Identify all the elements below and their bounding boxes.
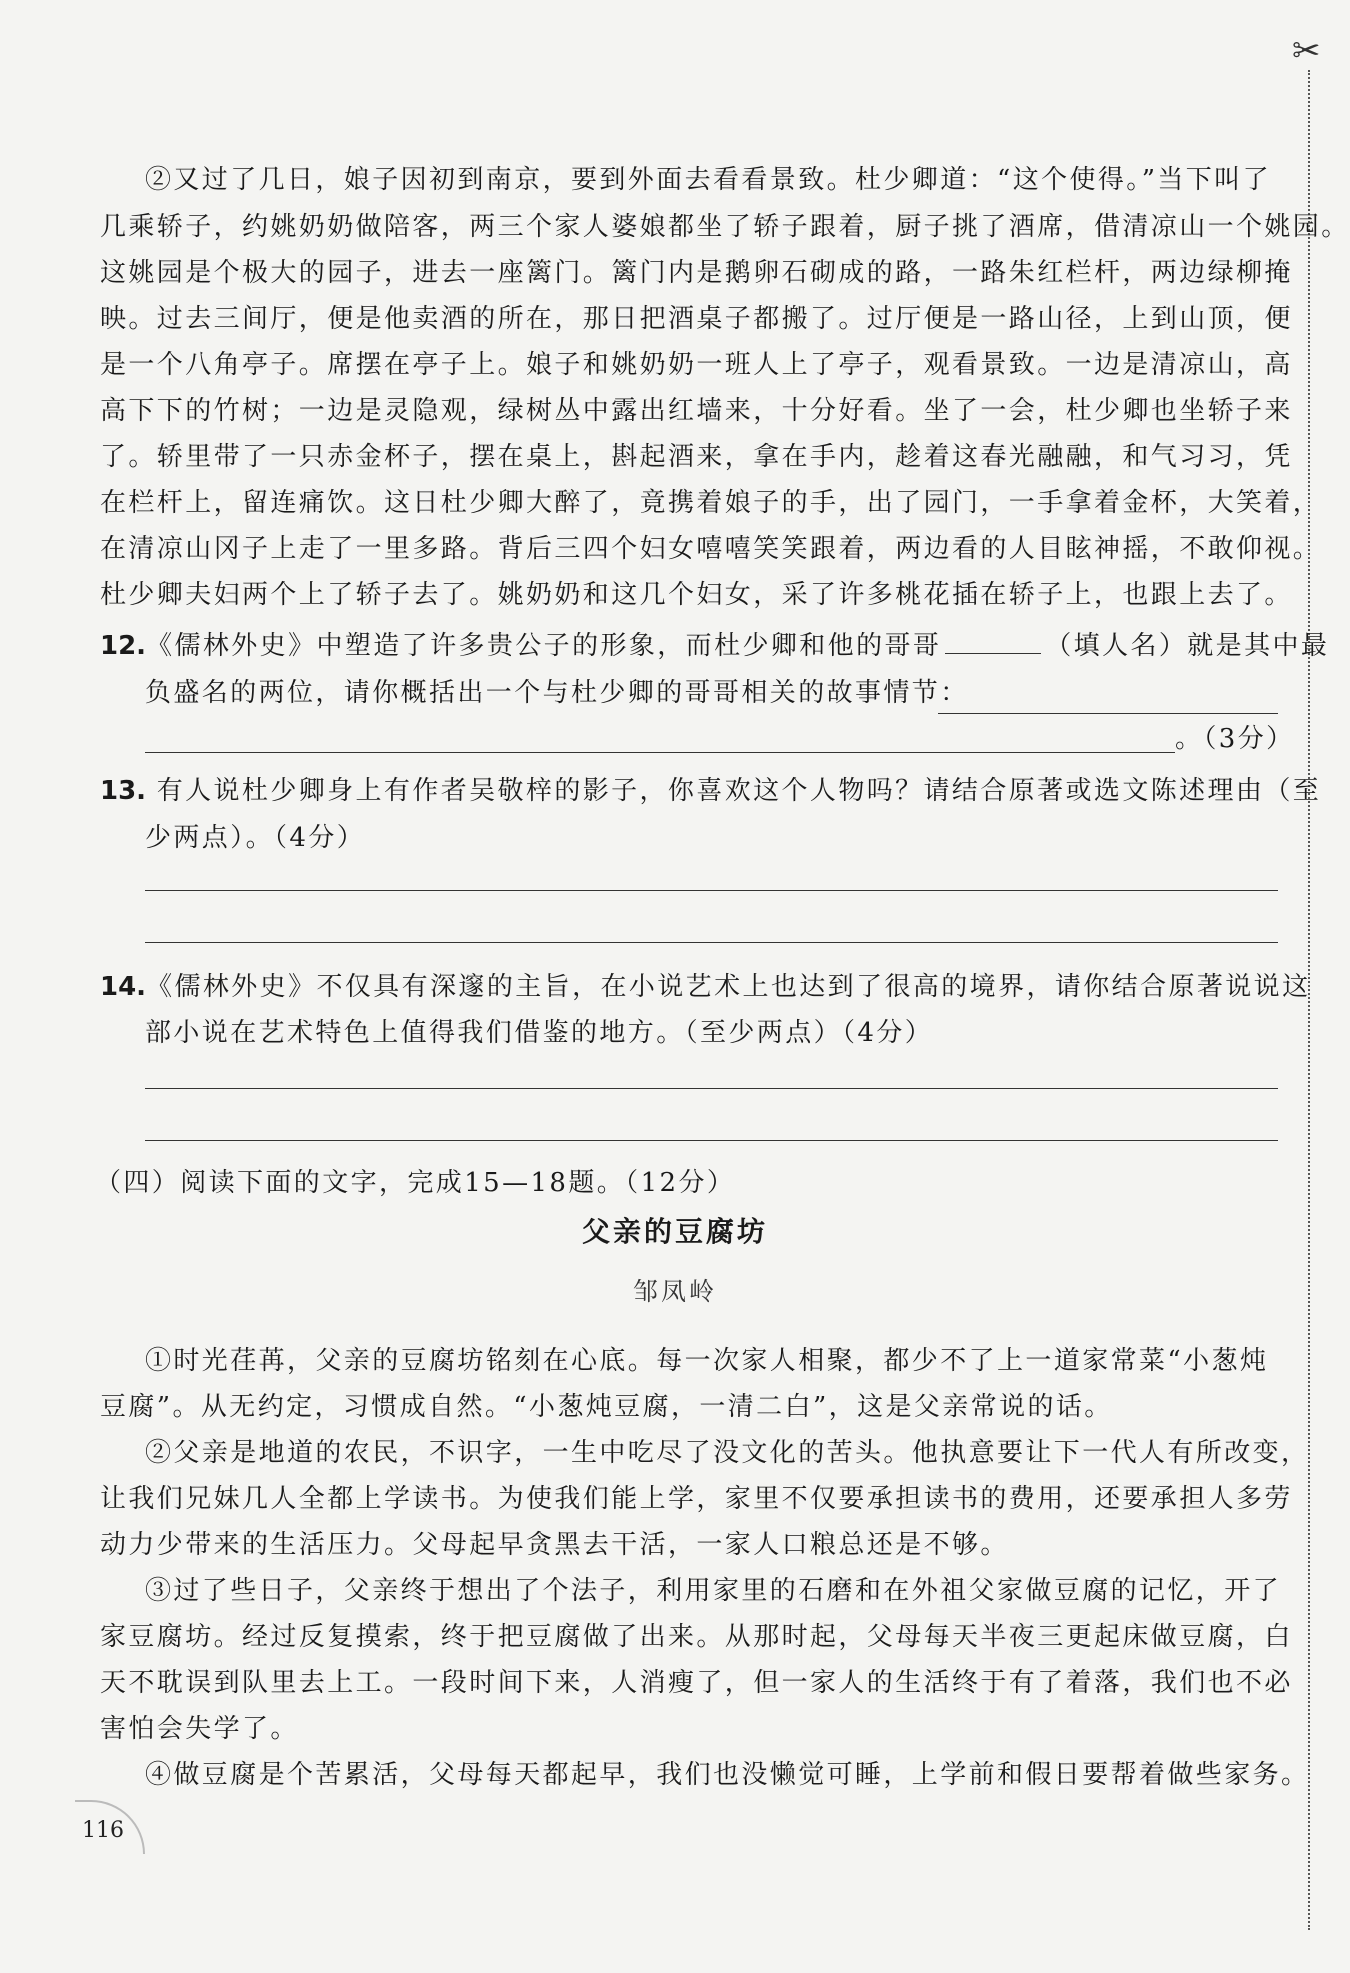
article-line: 天不耽误到队里去上工。一段时间下来，人消瘦了，但一家人的生活终于有了着落，我们也不必 — [100, 1668, 1293, 1698]
answer-line[interactable] — [145, 1140, 1278, 1141]
question-12 — [100, 623, 1330, 669]
passage-line: 这姚园是个极大的园子，进去一座篱门。篱门内是鹅卵石砌成的路，一路朱红栏杆，两边绿柳掩 — [100, 258, 1293, 288]
article-line: ④做豆腐是个苦累活，父母每天都起早，我们也没懒觉可睡，上学前和假日要帮着做些家务。 — [145, 1760, 1310, 1790]
article-line: 豆腐”。从无约定，习惯成自然。“小葱炖豆腐，一清二白”，这是父亲常说的话。 — [100, 1392, 1113, 1422]
question-14-line2: 部小说在艺术特色上值得我们借鉴的地方。（至少两点）（4分） — [145, 1018, 934, 1048]
scissors-icon: ✂ — [1292, 31, 1321, 71]
question-text: 有人说杜少卿身上有作者吴敬梓的影子，你喜欢这个人物吗？请结合原著或选文陈述理由（至 — [146, 776, 1322, 806]
question-text: 《儒林外史》不仅具有深邃的主旨，在小说艺术上也达到了很高的境界，请你结合原著说说这 — [146, 972, 1311, 1002]
passage-line: 在栏杆上，留连痛饮。这日杜少卿大醉了，竟携着娘子的手，出了园门，一手拿着金杯，大笑着， — [100, 488, 1322, 518]
article-author: 邹凤岭 — [632, 1277, 717, 1306]
article-line: ③过了些日子，父亲终于想出了个法子，利用家里的石磨和在外祖父家做豆腐的记忆，开了 — [145, 1576, 1282, 1606]
article-line: 家豆腐坊。经过反复摸索，终于把豆腐做了出来。从那时起，父母每天半夜三更起床做豆腐，白 — [100, 1622, 1293, 1652]
page-number: 116 — [82, 1818, 124, 1843]
answer-line[interactable] — [145, 1088, 1278, 1089]
article-line: 动力少带来的生活压力。父母起早贪黑去干活，一家人口粮总还是不够。 — [100, 1530, 1009, 1560]
article-line: ①时光荏苒，父亲的豆腐坊铭刻在心底。每一次家人相聚，都少不了上一道家常菜“小葱炖 — [145, 1346, 1269, 1376]
passage-line: 几乘轿子，约姚奶奶做陪客，两三个家人婆娘都坐了轿子跟着，厨子挑了酒席，借清凉山一个姚园。 — [100, 212, 1350, 242]
passage-line: 高下下的竹树；一边是灵隐观，绿树丛中露出红墙来，十分好看。坐了一会，杜少卿也坐轿子来 — [100, 396, 1293, 426]
article-line: 让我们兄妹几人全都上学读书。为使我们能上学，家里不仅要承担读书的费用，还要承担人多劳 — [100, 1484, 1293, 1514]
question-text: （填人名）就是其中最 — [1045, 631, 1330, 661]
question-score: 。（3分） — [1175, 724, 1295, 754]
question-13-line2: 少两点）。（4分） — [145, 823, 366, 853]
answer-blank[interactable] — [945, 627, 1041, 654]
passage-line: 是一个八角亭子。席摆在亭子上。娘子和姚奶奶一班人上了亭子，观看景致。一边是清凉山，高 — [100, 350, 1293, 380]
passage-line: 在清凉山冈子上走了一里多路。背后三四个妇女嘻嘻笑笑跟着，两边看的人目眩神摇，不敢仰视。 — [100, 534, 1322, 564]
answer-line[interactable] — [145, 942, 1278, 943]
question-14 — [100, 964, 1311, 1010]
question-13 — [100, 768, 1322, 814]
question-12-line2: 负盛名的两位，请你概括出一个与杜少卿的哥哥相关的故事情节： — [145, 678, 969, 708]
passage-line: 了。轿里带了一只赤金杯子，摆在桌上，斟起酒来，拿在手内，趁着这春光融融，和气习习，凭 — [100, 442, 1293, 472]
article-title: 父亲的豆腐坊 — [581, 1215, 768, 1248]
article-line: ②父亲是地道的农民，不识字，一生中吃尽了没文化的苦头。他执意要让下一代人有所改变， — [145, 1438, 1310, 1468]
answer-line[interactable] — [938, 713, 1278, 714]
passage-line: ②又过了几日，娘子因初到南京，要到外面去看看景致。杜少卿道：“这个使得。”当下叫了 — [145, 165, 1271, 195]
article-line: 害怕会失学了。 — [100, 1714, 299, 1744]
question-number: 14. — [100, 972, 147, 1002]
question-number: 13. — [100, 776, 147, 806]
question-text: 《儒林外史》中塑造了许多贵公子的形象，而杜少卿和他的哥哥 — [146, 631, 942, 661]
passage-line: 杜少卿夫妇两个上了轿子去了。姚奶奶和这几个妇女，采了许多桃花插在轿子上，也跟上去了。 — [100, 580, 1293, 610]
question-number: 12. — [100, 631, 147, 661]
section-heading: （四）阅读下面的文字，完成15—18题。（12分） — [95, 1168, 736, 1198]
passage-line: 映。过去三间厅，便是他卖酒的所在，那日把酒桌子都搬了。过厅便是一路山径，上到山顶，便 — [100, 304, 1293, 334]
answer-line[interactable] — [145, 752, 1175, 753]
answer-line[interactable] — [145, 890, 1278, 891]
